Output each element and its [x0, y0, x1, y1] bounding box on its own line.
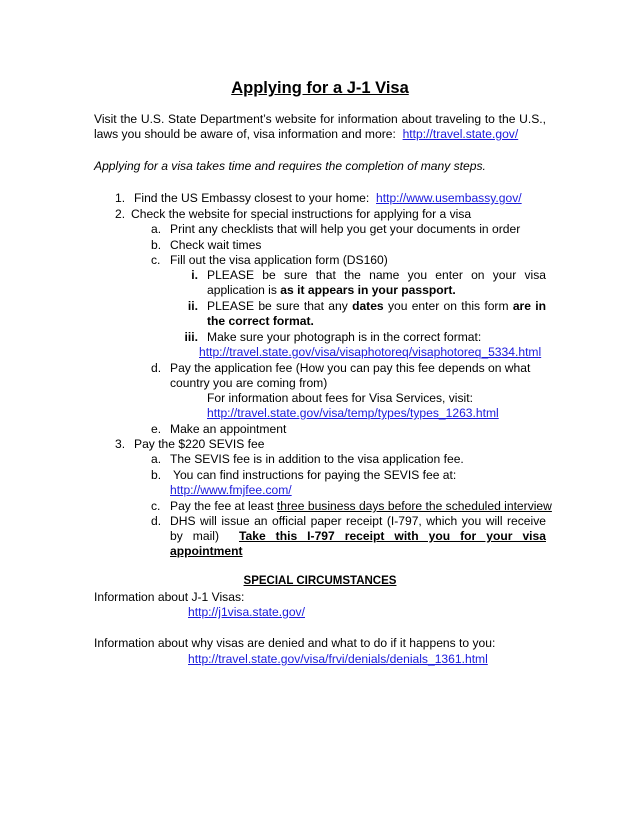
step-2e-marker: e.	[151, 422, 162, 436]
step-3d	[170, 514, 546, 559]
denials-info-text: Information about why visas are denied and what to do if it happens to you:	[94, 636, 496, 650]
step-2c-iii-marker: iii.	[184, 330, 198, 344]
step-2b-marker: b.	[151, 238, 162, 252]
step-3c-text: Pay the fee at least	[170, 499, 274, 513]
step-3d-bold: Take this I-797 receipt with you for your visa appointment	[170, 529, 546, 558]
step-2b-text: Check wait times	[170, 238, 262, 252]
step-2c-i-marker: i.	[191, 268, 198, 282]
step-2d-text: Pay the application fee (How you can pay this fee depends on what country you are coming from)	[170, 361, 531, 390]
step-1	[134, 191, 522, 206]
denials-link[interactable]: http://travel.state.gov/visa/frvi/denials/denials_1361.html	[188, 652, 488, 666]
usembassy-link[interactable]: http://www.usembassy.gov/	[376, 191, 522, 205]
step-3c-marker: c.	[151, 499, 161, 513]
travel-state-link[interactable]: http://travel.state.gov/	[402, 127, 519, 141]
step-2c-i-text: PLEASE be sure that the name you enter on your visa application is	[207, 268, 546, 297]
step-1-marker: 1.	[115, 191, 126, 205]
step-2c-ii	[207, 299, 546, 329]
step-2c-i	[207, 268, 546, 298]
step-2c-ii-bold-format: are in the correct format.	[207, 299, 546, 328]
visa-photo-link[interactable]: http://travel.state.gov/visa/visaphotoreq/visaphotoreq_5334.html	[199, 345, 542, 359]
step-2c-marker: c.	[151, 253, 161, 267]
step-3c-underlined: three business days before the scheduled interview	[276, 499, 552, 513]
intro-text: Visit the U.S. State Department’s website for information about traveling to the U.S., laws you should be aware of, visa information and more:	[94, 112, 546, 141]
j1-info-text: Information about J-1 Visas:	[94, 590, 245, 604]
j1visa-link[interactable]: http://j1visa.state.gov/	[188, 605, 305, 619]
special-circumstances-heading: SPECIAL CIRCUMSTANCES	[243, 575, 397, 587]
step-3b-text: You can find instructions for paying the SEVIS fee at:	[173, 468, 457, 482]
step-2c-i-bold: as it appears in your passport.	[280, 283, 456, 297]
step-2-text: Check the website for special instructions for applying for a visa	[131, 207, 472, 221]
step-2c-iii-text: Make sure your photograph is in the correct format:	[207, 330, 482, 344]
page-title: Applying for a J-1 Visa	[231, 79, 409, 97]
step-3-marker: 3.	[115, 437, 126, 451]
step-2c-ii-bold-dates: dates	[352, 299, 384, 313]
step-1-text: Find the US Embassy closest to your home:	[134, 191, 370, 205]
step-3a-marker: a.	[151, 452, 162, 466]
step-3-text: Pay the $220 SEVIS fee	[134, 437, 265, 451]
fmjfee-link[interactable]: http://www.fmjfee.com/	[170, 483, 292, 497]
step-2a-marker: a.	[151, 222, 162, 236]
step-2d-marker: d.	[151, 361, 162, 375]
step-3a-text: The SEVIS fee is in addition to the visa application fee.	[170, 452, 464, 466]
note-text: Applying for a visa takes time and requires the completion of many steps.	[94, 159, 486, 173]
step-3b-marker: b.	[151, 468, 162, 482]
step-3d-text: DHS will issue an official paper receipt (I-797, which you will receive by mail)	[170, 514, 546, 543]
step-3c	[170, 499, 552, 514]
step-3d-marker: d.	[151, 514, 162, 528]
step-2a-text: Print any checklists that will help you get your documents in order	[170, 222, 521, 236]
step-2c-text: Fill out the visa application form (DS160)	[170, 253, 388, 267]
fees-text: For information about fees for Visa Services, visit:	[207, 391, 473, 405]
step-2e-text: Make an appointment	[170, 422, 287, 436]
step-2-marker: 2.	[115, 207, 126, 221]
intro-paragraph	[94, 112, 546, 142]
step-2c-ii-marker: ii.	[187, 299, 198, 313]
visa-fees-link[interactable]: http://travel.state.gov/visa/temp/types/types_1263.html	[207, 406, 499, 420]
step-2c-ii-text-mid: you enter on this form	[387, 299, 509, 313]
step-2c-ii-text-pre: PLEASE be sure that any	[207, 299, 348, 313]
